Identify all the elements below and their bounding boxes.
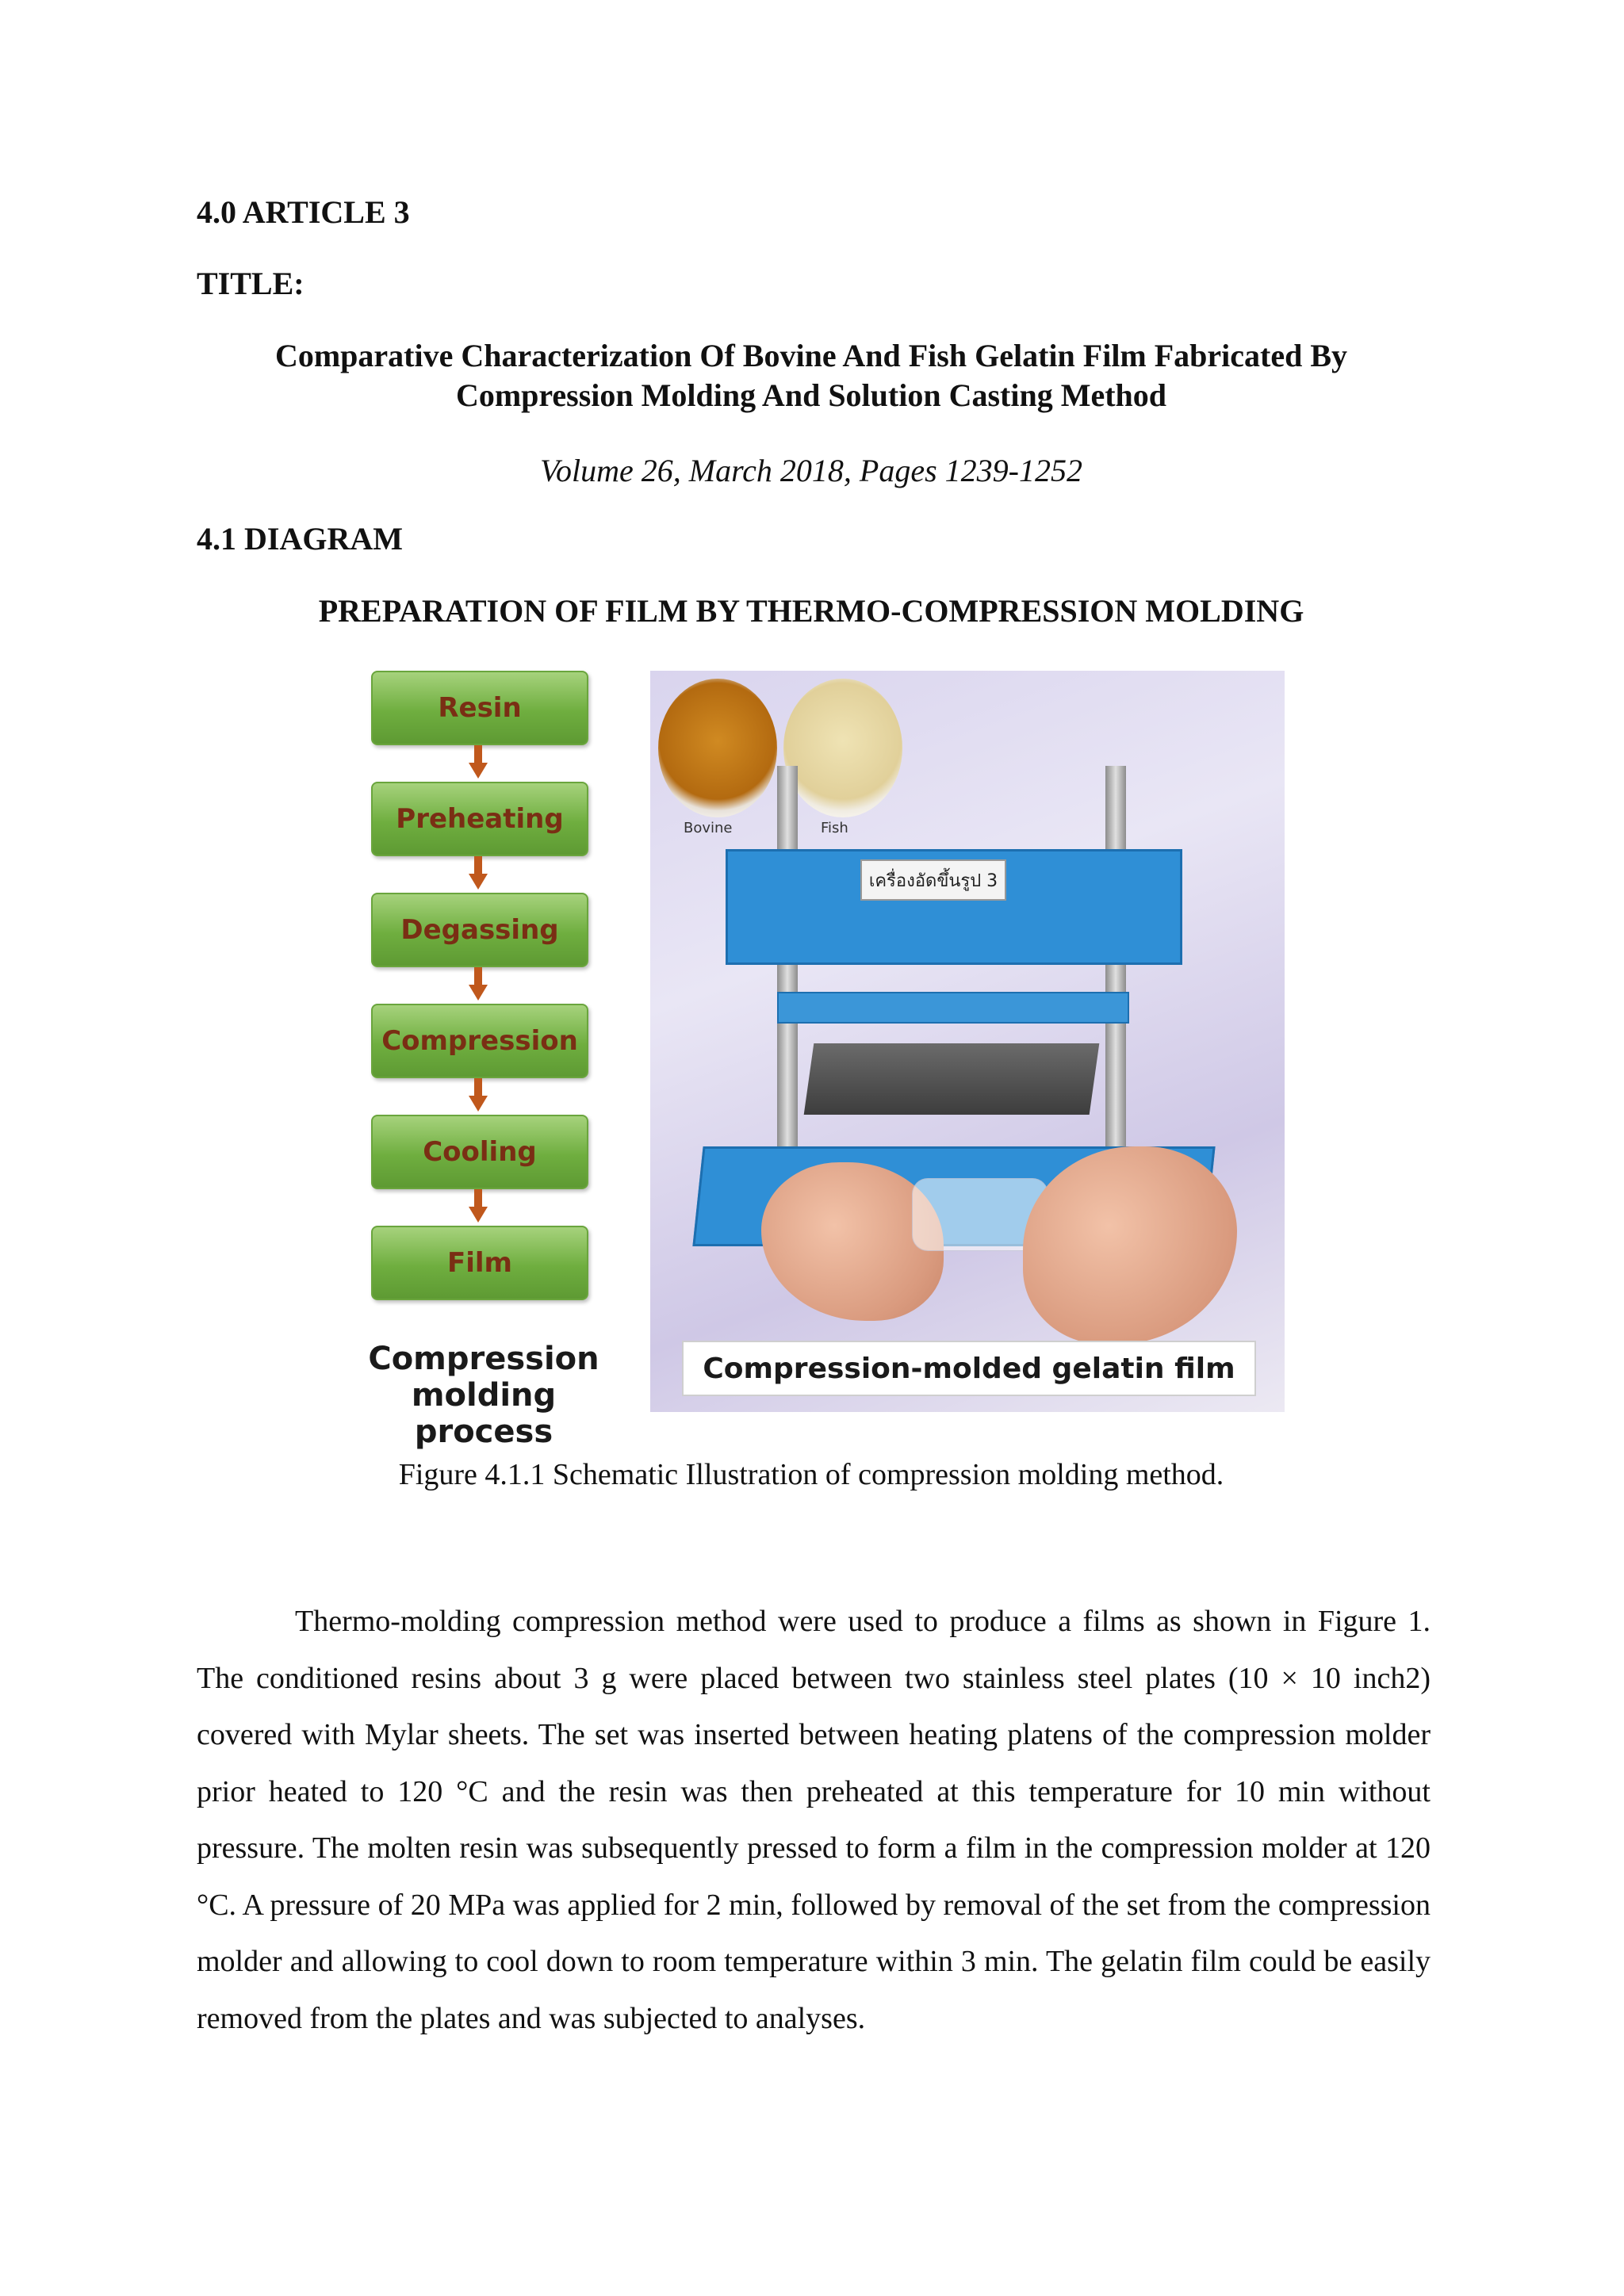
flow-caption: Compression molding process bbox=[368, 1341, 599, 1450]
bovine-gelatin-dish bbox=[658, 679, 777, 817]
fish-label: Fish bbox=[821, 820, 848, 836]
paper-title: Comparative Characterization Of Bovine And Fish Gelatin Film Fabricated By Compression Molding And Solution Casting Method bbox=[274, 338, 1348, 413]
upper-platen bbox=[777, 992, 1129, 1024]
flow-step-degassing: Degassing bbox=[371, 893, 588, 967]
down-arrow-icon bbox=[469, 856, 488, 891]
flow-step-resin: Resin bbox=[371, 671, 588, 745]
down-arrow-icon bbox=[469, 1189, 488, 1224]
flow-step-cooling: Cooling bbox=[371, 1115, 588, 1189]
down-arrow-icon bbox=[469, 967, 488, 1002]
flow-step-compression: Compression bbox=[371, 1004, 588, 1078]
down-arrow-icon bbox=[469, 1078, 488, 1113]
article-heading: 4.0 ARTICLE 3 bbox=[197, 194, 410, 230]
bovine-label: Bovine bbox=[684, 820, 733, 836]
figure-caption: Figure 4.1.1 Schematic Illustration of compression molding method. bbox=[398, 1458, 1224, 1491]
press-machine-label: เครื่องอัดขึ้นรูป 3 bbox=[860, 859, 1006, 901]
diagram-title: PREPARATION OF FILM BY THERMO-COMPRESSION MOLDING bbox=[318, 593, 1304, 629]
fish-gelatin-dish bbox=[783, 679, 902, 817]
press-pillar bbox=[777, 766, 798, 1210]
right-hand bbox=[1023, 1146, 1237, 1345]
diagram-heading: 4.1 DIAGRAM bbox=[197, 521, 403, 557]
title-label: TITLE: bbox=[197, 266, 304, 301]
body-paragraph: Thermo-molding compression method were used to produce a films as shown in Figure 1. The conditioned resins about 3 g were placed between two stainless steel plates (10 × 10 inch2) covered with Mylar sheets. The set was inserted between heating platens of the compression molder prior heated to 120 °C and the resin was then preheated at this temperature for 10 min without pressure. The molten resin was subsequently pressed to form a film in the compression molder at 120 °C. A pressure of 20 MPa was applied for 2 min, followed by removal of the set from the compression molder and allowing to cool down to room temperature within 3 min. The gelatin film could be easily removed from the plates and was subjected to analyses. bbox=[197, 1605, 1431, 2035]
steel-plate bbox=[804, 1043, 1100, 1115]
compression-press-photo bbox=[650, 671, 1285, 1412]
flow-step-preheating: Preheating bbox=[371, 782, 588, 856]
photo-caption: Compression-molded gelatin film bbox=[682, 1341, 1256, 1396]
press-pillar bbox=[1105, 766, 1126, 1210]
down-arrow-icon bbox=[469, 745, 488, 780]
flow-step-film: Film bbox=[371, 1226, 588, 1300]
volume-info: Volume 26, March 2018, Pages 1239-1252 bbox=[540, 453, 1082, 488]
compression-molding-figure bbox=[333, 663, 1285, 1450]
